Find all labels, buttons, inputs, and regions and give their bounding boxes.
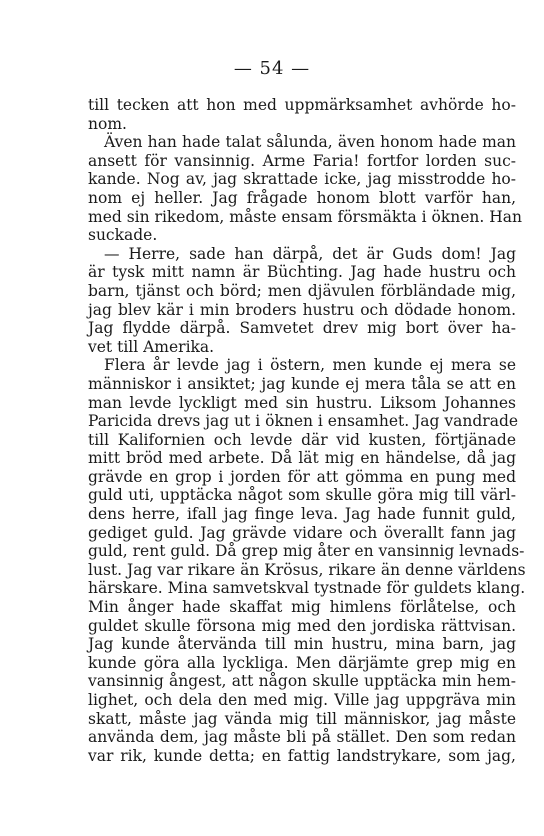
text-line: vansinnig ångest, att någon skulle upptäcka min hem- bbox=[88, 672, 516, 691]
text-line: härskare. Mina samvetskval tystnade för guldets klang. bbox=[88, 579, 526, 598]
text-line: grävde en grop i jorden för att gömma en pung med bbox=[88, 467, 516, 486]
text-line: mitt bröd med arbete. Då lät mig en händelse, då jag bbox=[88, 449, 516, 468]
text-line: använda dem, jag måste bli på stället. Den som redan bbox=[88, 728, 516, 747]
text-line: med sin rikedom, måste ensam försmäkta i öknen. Han bbox=[88, 207, 522, 226]
paragraph bbox=[88, 356, 526, 765]
text-line: guld, rent guld. Då grep mig åter en vansinnig levnads- bbox=[88, 542, 525, 561]
text-line: Jag kunde återvända till min hustru, mina barn, jag bbox=[88, 635, 516, 654]
text-line: dens herre, ifall jag finge leva. Jag hade funnit guld, bbox=[88, 505, 516, 524]
text-line: kande. Nog av, jag skrattade icke, jag misstrodde ho- bbox=[88, 170, 516, 189]
page-number: — 54 — bbox=[233, 58, 311, 79]
text-line: vet till Amerika. bbox=[88, 337, 215, 356]
text-line: Min ånger hade skaffat mig himlens förlåtelse, och bbox=[88, 598, 516, 617]
text-line: — Herre, sade han därpå, det är Guds dom! Jag bbox=[104, 244, 516, 263]
text-line: lighet, och dela den med mig. Ville jag uppgräva min bbox=[88, 691, 516, 709]
paragraph bbox=[88, 96, 516, 133]
body-text bbox=[88, 96, 526, 765]
text-line: människor i ansiktet; jag kunde ej mera tåla se att en bbox=[88, 374, 516, 393]
paragraph bbox=[88, 133, 522, 245]
text-line: Flera år levde jag i östern, men kunde ej mera se bbox=[104, 356, 516, 375]
text-line: jag blev kär i min broders hustru och dödade honom. bbox=[88, 300, 516, 319]
text-line: till Kalifornien och levde där vid kusten, förtjänade bbox=[88, 430, 516, 449]
text-line: ansett för vansinnig. Arme Faria! fortfor lorden suc- bbox=[88, 151, 516, 170]
text-line: skatt, måste jag vända mig till människor, jag måste bbox=[88, 709, 516, 728]
text-line: Jag flydde därpå. Samvetet drev mig bort över ha- bbox=[88, 319, 516, 338]
text-line: suckade. bbox=[88, 226, 158, 245]
text-line: lust. Jag var rikare än Krösus, rikare än denne världens bbox=[88, 560, 526, 579]
text-line: nom ej heller. Jag frågade honom blott varför han, bbox=[88, 188, 516, 207]
text-line: guld uti, upptäcka något som skulle göra mig till värl- bbox=[88, 486, 516, 505]
text-line: var rik, kunde detta; en fattig landstrykare, som jag, bbox=[88, 746, 516, 765]
text-line: guldet skulle försona mig med den jordiska rättvisan. bbox=[88, 616, 516, 635]
text-line: nom. bbox=[88, 114, 127, 133]
text-line: man levde lyckligt med sin hustru. Liksom Johannes bbox=[88, 393, 516, 412]
text-line: barn, tjänst och börd; men djävulen förbländade mig, bbox=[88, 281, 516, 300]
text-line: gediget guld. Jag grävde vidare och överallt fann jag bbox=[88, 523, 516, 542]
text-line: Paricida drevs jag ut i öknen i ensamhet. Jag vandrade bbox=[88, 412, 519, 431]
text-line: Även han hade talat sålunda, även honom hade man bbox=[104, 133, 516, 152]
paragraph bbox=[88, 245, 516, 357]
text-line: kunde göra alla lyckliga. Men därjämte grep mig en bbox=[88, 653, 516, 672]
text-line: till tecken att hon med uppmärksamhet avhörde ho- bbox=[88, 96, 516, 114]
text-line: är tysk mitt namn är Büchting. Jag hade hustru och bbox=[88, 263, 516, 282]
